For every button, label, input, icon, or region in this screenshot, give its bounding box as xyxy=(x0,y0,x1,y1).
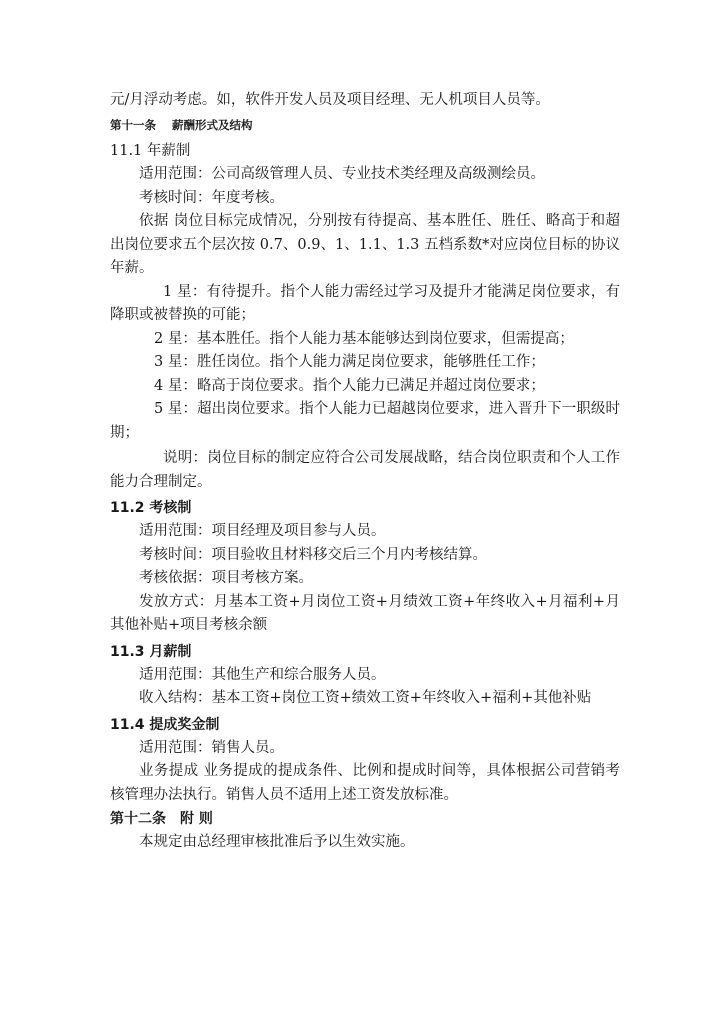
star-4-item: 4 星：略高于岗位要求。指个人能力已满足并超过岗位要求； xyxy=(154,377,545,394)
section-11-2-scope: 适用范围：项目经理及项目参与人员。 xyxy=(139,523,386,539)
section-11-1-basis: 依据 岗位目标完成情况，分别按有待提高、基本胜任、胜任、略高于和超出岗位要求五个层次按 0.7、0.9、1、1.1、1.3 五档系数*对应岗位目标的协议年薪。 xyxy=(110,213,620,276)
article-11-heading xyxy=(110,114,620,136)
section-11-2-payment: 发放方式：月基本工资+月岗位工资+月绩效工资+年终收入+月福利+月其他补贴+项目考核余额 xyxy=(110,593,620,633)
article-12-title: 附 则 xyxy=(180,811,213,827)
section-11-2-time: 考核时间：项目验收且材料移交后三个月内考核结算。 xyxy=(139,546,487,563)
section-11-4-scope: 适用范围：销售人员。 xyxy=(139,739,284,756)
section-11-3-scope: 适用范围：其他生产和综合服务人员。 xyxy=(139,666,386,683)
article-11-number: 第十一条 xyxy=(110,118,156,132)
section-11-4-commission: 业务提成 业务提成的提成条件、比例和提成时间等，具体根据公司营销考核管理办法执行。销售人员不适用上述工资发放标准。 xyxy=(110,763,620,803)
article-11-title: 薪酬形式及结构 xyxy=(172,118,253,132)
star-1-item: 1 星：有待提升。指个人能力需经过学习及提升才能满足岗位要求，有降职或被替换的可能； xyxy=(110,283,620,323)
document-page xyxy=(110,88,620,855)
section-11-1-scope: 适用范围：公司高级管理人员、专业技术类经理及高级测绘员。 xyxy=(139,166,545,182)
star-3-item: 3 星：胜任岗位。指个人能力满足岗位要求，能够胜任工作； xyxy=(154,354,545,370)
article-12-number: 第十二条 xyxy=(110,811,166,827)
final-provision: 本规定由总经理审核批准后予以生效实施。 xyxy=(139,834,415,850)
section-11-4-heading: 11.4 提成奖金制 xyxy=(110,716,220,733)
section-11-3-heading: 11.3 月薪制 xyxy=(110,643,192,660)
section-11-3-income: 收入结构：基本工资+岗位工资+绩效工资+年终收入+福利+其他补贴 xyxy=(139,690,592,706)
section-11-1-heading: 11.1 年薪制 xyxy=(110,143,191,159)
star-2-item: 2 星：基本胜任。指个人能力基本能够达到岗位要求，但需提高； xyxy=(154,330,574,347)
continuation-line: 元/月浮动考虑。如，软件开发人员及项目经理、无人机项目人员等。 xyxy=(110,92,550,108)
section-11-2-heading: 11.2 考核制 xyxy=(110,500,192,516)
note-paragraph: 说明：岗位目标的制定应符合公司发展战略，结合岗位职责和个人工作能力合理制定。 xyxy=(110,450,620,490)
article-12-heading xyxy=(110,807,620,831)
section-11-2-basis: 考核依据：项目考核方案。 xyxy=(139,570,313,586)
section-11-1-time: 考核时间：年度考核。 xyxy=(139,189,284,206)
star-5-item: 5 星：超出岗位要求。指个人能力已超越岗位要求，进入晋升下一职级时期； xyxy=(110,401,620,441)
